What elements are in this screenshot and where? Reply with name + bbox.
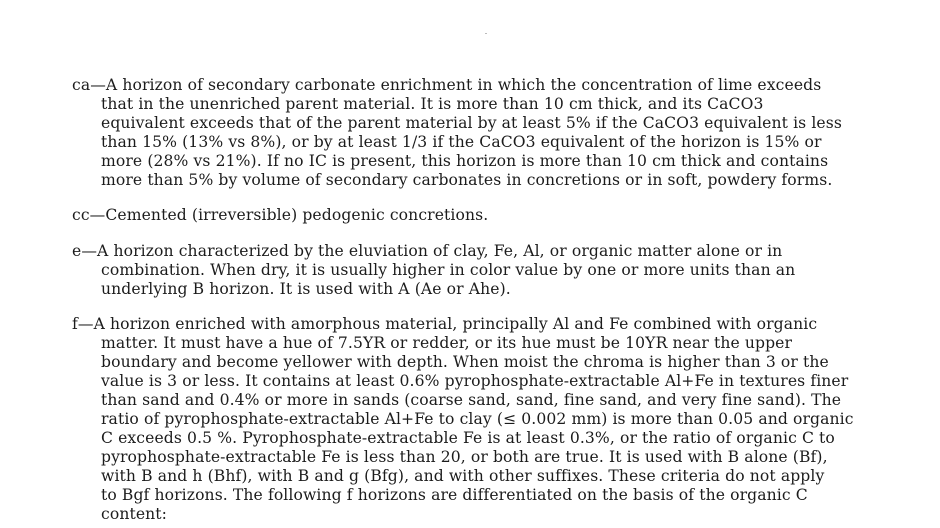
definition-line: than 15% (13% vs 8%), or by at least 1/3 if the CaCO3 equivalent of the horizon is 15% or [101, 133, 822, 151]
definition-line: to Bgf horizons. The following f horizons are differentiated on the basis of the organic C [101, 486, 808, 504]
definition-line: matter. It must have a hue of 7.5YR or redder, or its hue must be 10YR near the upper [101, 334, 793, 352]
definition-line: cc—Cemented (irreversible) pedogenic concretions. [72, 206, 489, 224]
scan-speck [485, 33, 487, 34]
definition-line: that in the unenriched parent material. It is more than 10 cm thick, and its CaCO3 [101, 95, 764, 113]
definition-line: value is 3 or less. It contains at least 0.6% pyrophosphate-extractable Al+Fe in textures finer [101, 372, 849, 390]
definition-line: more (28% vs 21%). If no IC is present, this horizon is more than 10 cm thick and contains [101, 152, 829, 170]
definition-line: content: [101, 505, 168, 523]
definition-line: than sand and 0.4% or more in sands (coarse sand, sand, fine sand, and very fine sand). The [101, 391, 842, 409]
definition-line: ratio of pyrophosphate-extractable Al+Fe to clay (≤ 0.002 mm) is more than 0.05 and organic [101, 410, 854, 428]
definition-line: f—A horizon enriched with amorphous material, principally Al and Fe combined with organic [72, 315, 818, 333]
definition-line: equivalent exceeds that of the parent material by at least 5% if the CaCO3 equivalent is less [101, 114, 842, 132]
definition-line: with B and h (Bhf), with B and g (Bfg), and with other suffixes. These criteria do not apply [101, 467, 825, 485]
definition-line: e—A horizon characterized by the eluviation of clay, Fe, Al, or organic matter alone or in [72, 242, 783, 260]
definition-line: pyrophosphate-extractable Fe is less than 20, or both are true. It is used with B alone (Bf), [101, 448, 828, 466]
definition-line: C exceeds 0.5 %. Pyrophosphate-extractable Fe is at least 0.3%, or the ratio of organic C to [101, 429, 835, 447]
definition-line: ca—A horizon of secondary carbonate enrichment in which the concentration of lime exceeds [72, 76, 822, 94]
definition-line: underlying B horizon. It is used with A (Ae or Ahe). [101, 280, 511, 298]
definition-line: boundary and become yellower with depth. When moist the chroma is higher than 3 or the [101, 353, 829, 371]
definition-line: more than 5% by volume of secondary carbonates in concretions or in soft, powdery forms. [101, 171, 833, 189]
definition-line: combination. When dry, it is usually higher in color value by one or more units than an [101, 261, 796, 279]
